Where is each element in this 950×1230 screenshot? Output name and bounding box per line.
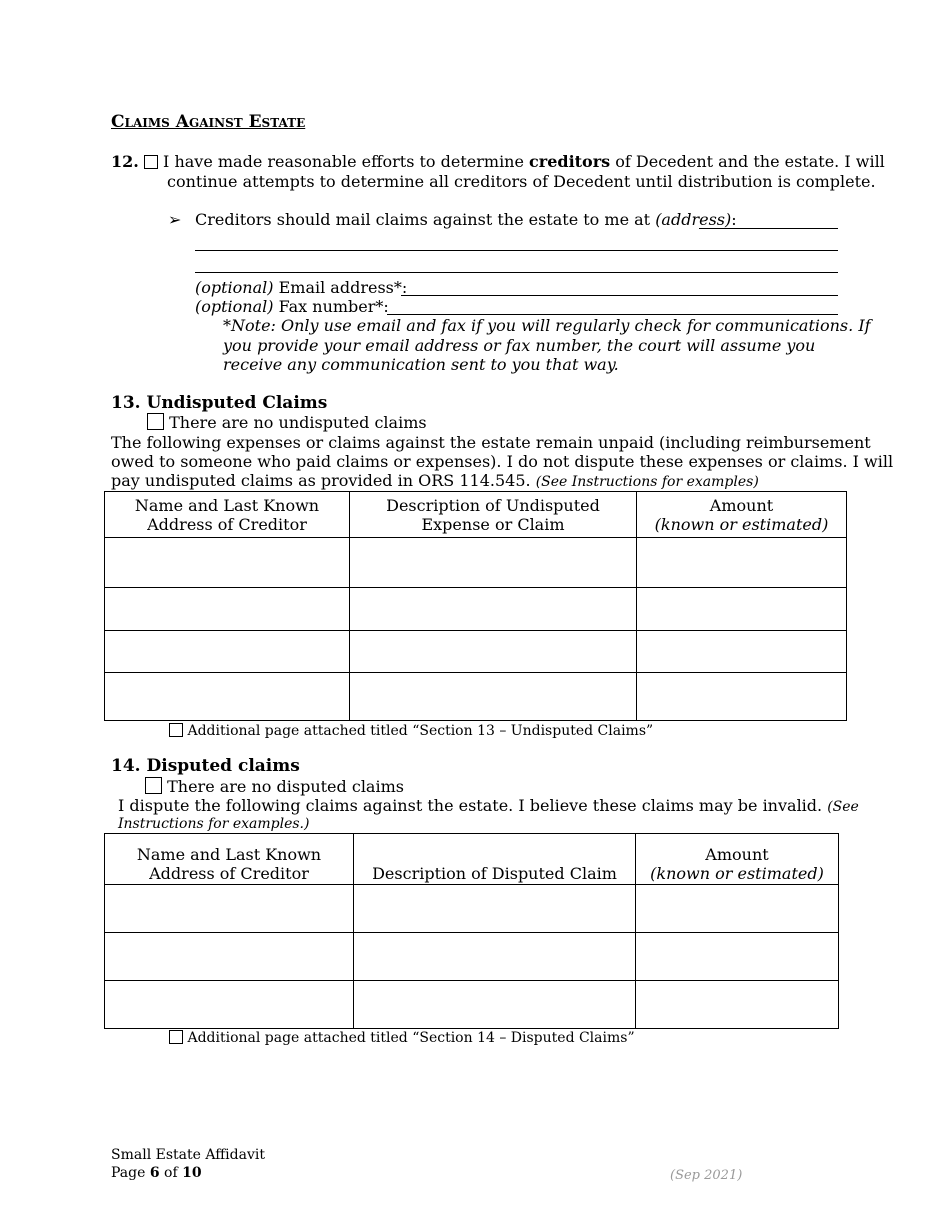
amount-cell[interactable] (636, 981, 839, 1029)
description-cell[interactable] (354, 933, 636, 981)
additional-page-14-label: Additional page attached titled “Section 14 – Disputed Claims” (187, 1030, 635, 1046)
note-line-3: receive any communication sent to you that way. (223, 355, 619, 374)
item-14-para-2: Instructions for examples.) (118, 816, 310, 832)
item-13-para-2: owed to someone who paid claims or expenses). I do not dispute these expenses or claims. I will (111, 452, 894, 471)
no-disputed-row (145, 777, 404, 796)
footer-title: Small Estate Affidavit (111, 1147, 265, 1163)
item-13-heading: 13. Undisputed Claims (111, 393, 328, 413)
table-row (105, 981, 839, 1029)
email-field[interactable] (401, 295, 838, 296)
email-label: (optional) Email address*: (195, 278, 408, 297)
description-cell[interactable] (350, 673, 637, 721)
description-cell[interactable] (354, 885, 636, 933)
section-heading: Claims Against Estate (111, 112, 306, 132)
description-cell[interactable] (350, 631, 637, 673)
address-field-line-1[interactable] (699, 228, 838, 229)
item-14-heading: 14. Disputed claims (111, 756, 300, 776)
additional-page-14-row (169, 1029, 635, 1048)
description-cell[interactable] (354, 981, 636, 1029)
amount-cell[interactable] (637, 538, 847, 588)
col-amount-header: Amount (known or estimated) (636, 834, 839, 885)
creditor-cell[interactable] (105, 673, 350, 721)
no-undisputed-label: There are no undisputed claims (169, 413, 427, 432)
no-undisputed-row (147, 413, 427, 432)
disputed-claims-table (104, 833, 839, 1029)
table-row (105, 885, 839, 933)
amount-cell[interactable] (636, 933, 839, 981)
amount-cell[interactable] (637, 631, 847, 673)
item-13-para-3: pay undisputed claims as provided in ORS 114.545. (See Instructions for examples) (111, 471, 759, 490)
undisputed-claims-table (104, 491, 847, 721)
table-row (105, 538, 847, 588)
amount-cell[interactable] (637, 673, 847, 721)
col-creditor-header: Name and Last Known Address of Creditor (105, 492, 350, 538)
table-row (105, 631, 847, 673)
creditor-cell[interactable] (105, 885, 354, 933)
no-disputed-label: There are no disputed claims (167, 777, 404, 796)
col-creditor-header: Name and Last Known Address of Creditor (105, 834, 354, 885)
table-row (105, 588, 847, 631)
item-14-para-1: I dispute the following claims against the estate. I believe these claims may be invalid. (See (118, 796, 859, 815)
additional-page-13-row (169, 722, 653, 741)
footer-page-number: Page 6 of 10 (111, 1165, 202, 1181)
description-cell[interactable] (350, 588, 637, 631)
item-13-para-1: The following expenses or claims against the estate remain unpaid (including reimbursement (111, 433, 871, 452)
col-amount-header: Amount (known or estimated) (637, 492, 847, 538)
table-header-row (105, 834, 839, 885)
fax-field[interactable] (387, 314, 838, 315)
item-12-text: I have made reasonable efforts to determine (163, 152, 524, 171)
col-description-header: Description of Disputed Claim (354, 834, 636, 885)
no-undisputed-checkbox[interactable] (147, 413, 164, 430)
creditor-cell[interactable] (105, 538, 350, 588)
table-row (105, 933, 839, 981)
creditors-bold: creditors (529, 152, 611, 171)
address-field-line-3[interactable] (195, 272, 838, 273)
note-line-2: you provide your email address or fax number, the court will assume you (223, 336, 816, 355)
col-description-header: Description of Undisputed Expense or Claim (350, 492, 637, 538)
creditors-efforts-checkbox[interactable] (144, 155, 158, 169)
item-12-number: 12. (111, 152, 139, 171)
item-12-line-2: continue attempts to determine all creditors of Decedent until distribution is complete. (167, 172, 876, 191)
bullet-arrow-icon: ➢ (168, 210, 182, 229)
creditor-cell[interactable] (105, 933, 354, 981)
amount-cell[interactable] (636, 885, 839, 933)
address-field-line-2[interactable] (195, 250, 838, 251)
table-row (105, 673, 847, 721)
description-cell[interactable] (350, 538, 637, 588)
additional-page-13-label: Additional page attached titled “Section 13 – Undisputed Claims” (187, 723, 654, 739)
fax-label: (optional) Fax number*: (195, 297, 389, 316)
no-disputed-checkbox[interactable] (145, 777, 162, 794)
item-12-line-1 (111, 152, 885, 171)
additional-page-14-checkbox[interactable] (169, 1030, 183, 1044)
creditor-cell[interactable] (105, 588, 350, 631)
creditor-cell[interactable] (105, 981, 354, 1029)
mail-claims-label: Creditors should mail claims against the estate to me at (address): (195, 210, 737, 229)
note-line-1: *Note: Only use email and fax if you will regularly check for communications. If (223, 316, 871, 335)
creditor-cell[interactable] (105, 631, 350, 673)
amount-cell[interactable] (637, 588, 847, 631)
item-12-text-post: of Decedent and the estate. I will (615, 152, 885, 171)
footer-date: (Sep 2021) (670, 1168, 743, 1183)
table-header-row (105, 492, 847, 538)
additional-page-13-checkbox[interactable] (169, 723, 183, 737)
